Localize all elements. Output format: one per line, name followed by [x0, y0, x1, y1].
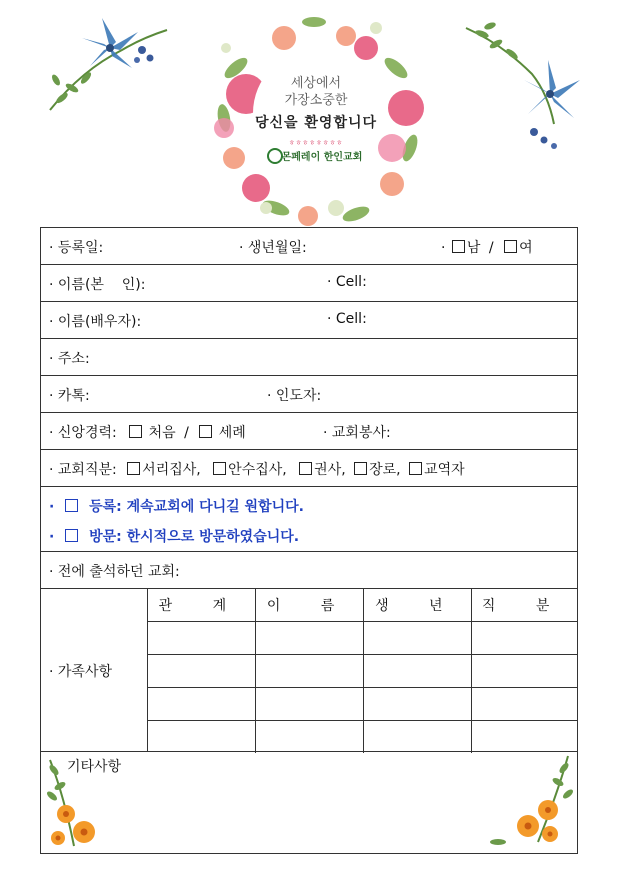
baptism-checkbox[interactable]	[199, 425, 212, 438]
family-cell[interactable]	[148, 622, 255, 655]
row-kakao	[41, 376, 577, 413]
duty-label: · 교회직분:	[49, 462, 117, 478]
duty-checkbox-elder[interactable]	[354, 462, 367, 475]
row-family	[41, 589, 577, 752]
family-cell[interactable]	[148, 721, 255, 754]
faith-label: · 신앙경력:	[49, 425, 117, 441]
previous-church-label: · 전에 출석하던 교회:	[49, 564, 180, 580]
row-address	[41, 339, 577, 376]
family-cell[interactable]	[255, 622, 364, 655]
welcome-badge	[253, 50, 379, 176]
register-checkbox[interactable]	[65, 499, 78, 512]
row-faith	[41, 413, 577, 450]
female-checkbox[interactable]	[504, 240, 517, 253]
name-spouse-label: · 이름(배우자):	[49, 314, 142, 330]
duty-option-elder: 장로,	[369, 462, 401, 478]
family-row	[148, 688, 577, 721]
family-header-row	[148, 589, 577, 622]
family-cell[interactable]	[255, 721, 364, 754]
family-cell[interactable]	[148, 688, 255, 721]
male-checkbox[interactable]	[452, 240, 465, 253]
family-row	[148, 721, 577, 754]
gender-slash: /	[488, 240, 494, 256]
row-name-spouse	[41, 302, 577, 339]
duty-option-ordained-deacon: 안수집사,	[228, 462, 287, 478]
name-self-label: · 이름(본 인):	[49, 277, 146, 293]
family-cell[interactable]	[472, 721, 577, 754]
header-relation: 관 계	[148, 589, 255, 622]
family-label-cell	[41, 589, 148, 752]
family-table	[148, 589, 577, 753]
visit-checkbox[interactable]	[65, 529, 78, 542]
family-cell[interactable]	[255, 688, 364, 721]
welcome-line1: 세상에서	[290, 76, 342, 91]
visit-option: · 방문: 한시적으로 방문하였습니다.	[49, 529, 300, 545]
orange-flower-decoration-left	[44, 756, 114, 852]
birthdate-label: · 생년월일:	[239, 240, 307, 256]
duty-option-deacon: 서리집사,	[142, 462, 201, 478]
cell-self-label: · Cell:	[327, 274, 367, 290]
duty-option-kwonsa: 권사,	[314, 462, 346, 478]
family-cell[interactable]	[472, 688, 577, 721]
duty-checkbox-minister[interactable]	[409, 462, 422, 475]
kakao-label: · 카톡:	[49, 388, 90, 404]
family-label: · 가족사항	[49, 664, 112, 680]
female-label: 여	[519, 240, 533, 256]
guide-label: · 인도자:	[267, 388, 322, 404]
duty-group	[49, 459, 465, 479]
register-option: · 등록: 계속교회에 다니길 원합니다.	[49, 499, 304, 515]
family-cell[interactable]	[472, 622, 577, 655]
register-text: 등록: 계속교회에 다니길 원합니다.	[89, 499, 304, 515]
visit-text: 방문: 한시적으로 방문하였습니다.	[89, 529, 300, 545]
row-register-visit	[41, 487, 577, 552]
duty-checkbox-ordained-deacon[interactable]	[213, 462, 226, 475]
faith-group	[49, 422, 246, 442]
welcome-line2: 가장소중한	[284, 93, 348, 108]
other-label: 기타사항	[67, 759, 122, 775]
blue-flower-decoration-right	[462, 14, 592, 154]
faith-slash: /	[184, 425, 189, 441]
baptism-label: 세례	[218, 425, 246, 441]
family-cell[interactable]	[148, 655, 255, 688]
duty-checkbox-kwonsa[interactable]	[299, 462, 312, 475]
family-row	[148, 655, 577, 688]
welcome-small-text: ㅎㅎㅎㅎㅎㅎㅎㅎ	[288, 140, 344, 147]
first-time-checkbox[interactable]	[129, 425, 142, 438]
orange-flower-decoration-right	[488, 752, 576, 852]
family-cell[interactable]	[364, 655, 472, 688]
registration-date-label: · 등록일:	[49, 240, 104, 256]
duty-option-minister: 교역자	[424, 462, 465, 478]
family-cell[interactable]	[255, 655, 364, 688]
first-time-label: 처음	[148, 425, 176, 441]
row-registration-date	[41, 228, 577, 265]
gender-bullet: ·	[441, 240, 446, 256]
family-cell[interactable]	[364, 622, 472, 655]
gender-group	[441, 237, 533, 257]
family-cell[interactable]	[364, 688, 472, 721]
church-name: 몬페레이 한인교회	[281, 152, 363, 163]
welcome-title: 당신을 환영합니다	[254, 115, 378, 131]
male-label: 남	[466, 240, 481, 256]
family-row	[148, 622, 577, 655]
church-service-label: · 교회봉사:	[323, 425, 391, 441]
family-cell[interactable]	[364, 721, 472, 754]
row-duty	[41, 450, 577, 487]
header-position: 직 분	[472, 589, 577, 622]
cell-spouse-label: · Cell:	[327, 311, 367, 327]
family-cell[interactable]	[472, 655, 577, 688]
address-label: · 주소:	[49, 351, 90, 367]
row-previous-church	[41, 552, 577, 589]
header-birth-year: 생 년	[364, 589, 472, 622]
header-name: 이 름	[255, 589, 364, 622]
row-name-self	[41, 265, 577, 302]
duty-checkbox-deacon[interactable]	[127, 462, 140, 475]
blue-flower-decoration-left	[42, 10, 172, 120]
